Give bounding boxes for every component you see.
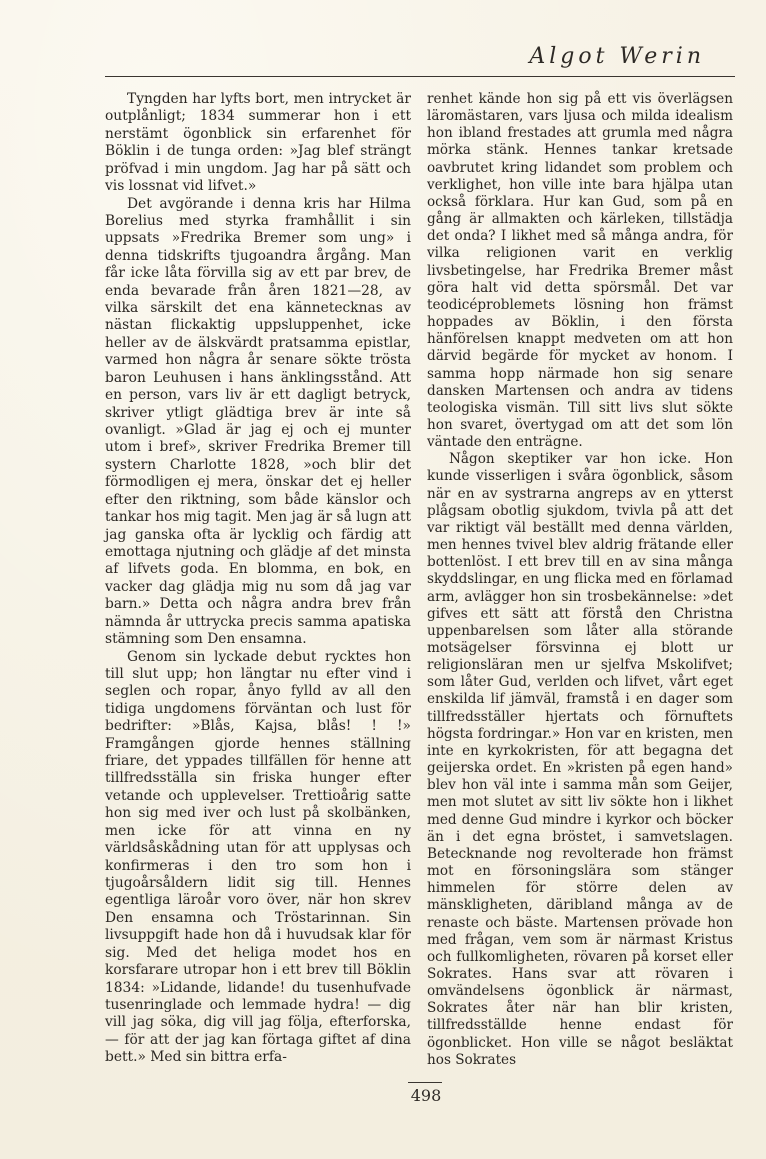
paragraph: Det avgörande i denna kris har Hilma Borelius med styrka framhållit i sin uppsats »Fredrika Bremer som ung» i denna tidskrifts tjugoandra årgång. Man får icke låta förvilla sig av ett par brev, de enda bevarade från åren 1821—28, av vilka särskilt det ena kännetecknas av nästan flickaktig uppsluppenhet, icke heller av de älskvärdt pratsamma epistlar, varmed hon några år senare sökte trösta baron Leuhusen i hans änklingsstånd. Att en person, vars liv är ett dagligt betryck, skriver ytligt glädtiga brev är inte så ovanligt. »Glad är jag ej och ej munter utom i bref», skriver Fredrika Bremer till systern Charlotte 1828, »och blir det förmodligen ej mera, önskar det ej heller efter den riktning, som både känslor och tankar hos mig tagit. Men jag är så lugn att jag ganska ofta är lycklig och färdig att emottaga njutning och glädje af det minsta af lifvets goda. En blomma, en bok, en vacker dag glädja mig nu som då jag var barn.» Detta och några andra brev från nämnda år uttrycka precis samma apatiska stämning som Den ensamna. [105,195,411,648]
running-head: Algot Werin [529,44,705,69]
right-column [427,91,733,1069]
paragraph: Tyngden har lyfts bort, men intrycket är outplånligt; 1834 summerar hon i ett nerstämt ögonblick sin erfarenhet för Böklin i de tunga orden: »Jag blef strängt pröfvad i min ungdom. Jag har på sätt och vis lossnat vid lifvet.» [105,91,411,195]
folio-rule [408,1082,442,1083]
paragraph: Genom sin lyckade debut rycktes hon till slut upp; hon längtar nu efter vind i seglen och ropar, ånyo fylld av all den tidiga ungdomens förväntan och lust för bedrifter: »Blås, Kajsa, blås! ! !» Framgången gjorde hennes ställning friare, det yppades tillfällen för henne att tillfredsställa sin friska hunger efter vetande och upplevelser. Trettioårig satte hon sig med iver och lust på skolbänken, men icke för att vinna en ny världsåskådning utan för att upplysas och konfirmeras i den tro som hon i tjugoårsåldern lidit sig till. Hennes egentliga läroår voro över, när hon skrev Den ensamna och Tröstarinnan. Sin livsuppgift hade hon då i huvudsak klar för sig. Med det heliga modet hos en korsfarare utropar hon i ett brev till Böklin 1834: »Lidande, lidande! du tusenhufvade tusenringlade och lemmade hydra! — dig vill jag söka, dig vill jag följa, efterforska, — för att der jag kan förtaga giftet af dina bett.» Med sin bittra erfa- [105,648,411,1066]
paragraph-continued: renhet kände hon sig på ett vis överlägsen läromästaren, vars ljusa och milda idealism hon ibland frestades att grumla med några mörka stänk. Hennes tankar kretsade oavbrutet kring lidandet som problem och verklighet, hon ville inte bara hjälpa utan också förklara. Hur kan Gud, som på en gång är allmakten och kärleken, tillstädja det onda? I likhet med så många andra, för vilka religionen varit en verklig livsbetingelse, har Fredrika Bremer måst göra halt vid detta spörsmål. Det var teodicéproblemets lösning hon främst hoppades av Böklin, i den första hänförelsen knappt medveten om att hon därvid begärde för mycket av honom. I samma hopp närmade hon sig senare dansken Martensen och andra av tidens teologiska vismän. Till sitt livs slut sökte hon svaret, övertygad om att det som lön väntade den enträgne. [427,91,733,451]
paragraph: Någon skeptiker var hon icke. Hon kunde visserligen i svåra ögonblick, såsom när en av systrarna angreps av en ytterst plågsam obotlig sjukdom, tvivla på att det var riktigt väl beställt med denna världen, men hennes tvivel blev aldrig frätande eller bottenlöst. I ett brev till en av sina många skyddslingar, en ung flicka med en förlamad arm, avlägger hon sin trosbekännelse: »det gifves ett sätt att förstå den Christna uppenbarelsen som låter alla störande motsägelser försvinna ej blott ur religionsläran men ur sjelfva Mskolifvet; som låter Gud, verlden och lifvet, vårt eget enskilda lif jämväl, framstå i en dager som tillfredsställer hjertats och förnuftets högsta fordringar.» Hon var en kristen, men inte en kyrkokristen, för att begagna det geijerska ordet. En »kristen på egen hand» blev hon väl inte i samma mån som Geijer, men mot slutet av sitt liv sökte hon i likhet med denne Gud mindre i kyrkor och böcker än i det egna bröstet, i samvetslagen. Betecknande nog revolterade hon främst mot en försoningslära som stänger himmelen för större delen av mänskligheten, däribland många av de renaste och bäste. Martensen prövade hon med frågan, vem som är närmast Kristus och fullkomligheten, rövaren på korset eller Sokrates. Hans svar att rövaren i omvändelsens ögonblick är närmast, Sokrates åter när han blir kristen, tillfredsställde henne endast för ögonblicket. Hon ville se något besläktat hos Sokrates [427,451,733,1068]
page-header [105,44,735,77]
page-number: 498 [410,1086,442,1105]
left-column [105,91,411,1067]
